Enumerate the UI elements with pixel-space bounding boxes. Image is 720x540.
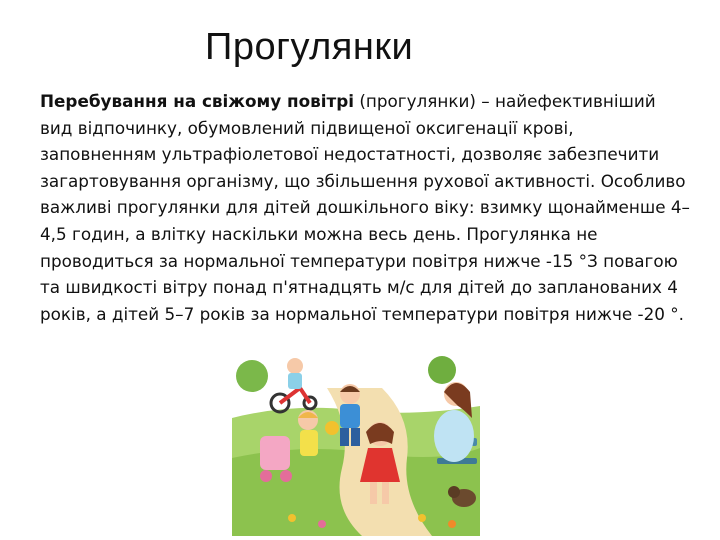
children-playing-in-park-illustration <box>232 348 480 536</box>
paragraph-lead-bold: Перебування на свіжому повітрі <box>40 91 355 111</box>
paragraph-rest: (прогулянки) – найефективніший вид відпочинку, обумовлений підвищеної оксигенації крові, заповненням ультрафіолетової недостатності, дозволяє забезпечити загартовування організму, що збільшення рухової активності. Особливо важливі прогулянки для дітей дошкільного віку: взимку щонайменше 4–4,5 годин, а влітку наскільки можна весь день. Прогулянка не проводиться за нормальної температури повітря нижче -15 °З повагою та швидкості вітру понад п'ятнадцять м/с для дітей до запланованих 4 років, а дітей 5–7 років за нормальної температури повітря нижче -20 °. <box>40 91 690 324</box>
slide-paragraph <box>40 88 692 327</box>
slide-title: Прогулянки <box>205 26 414 68</box>
